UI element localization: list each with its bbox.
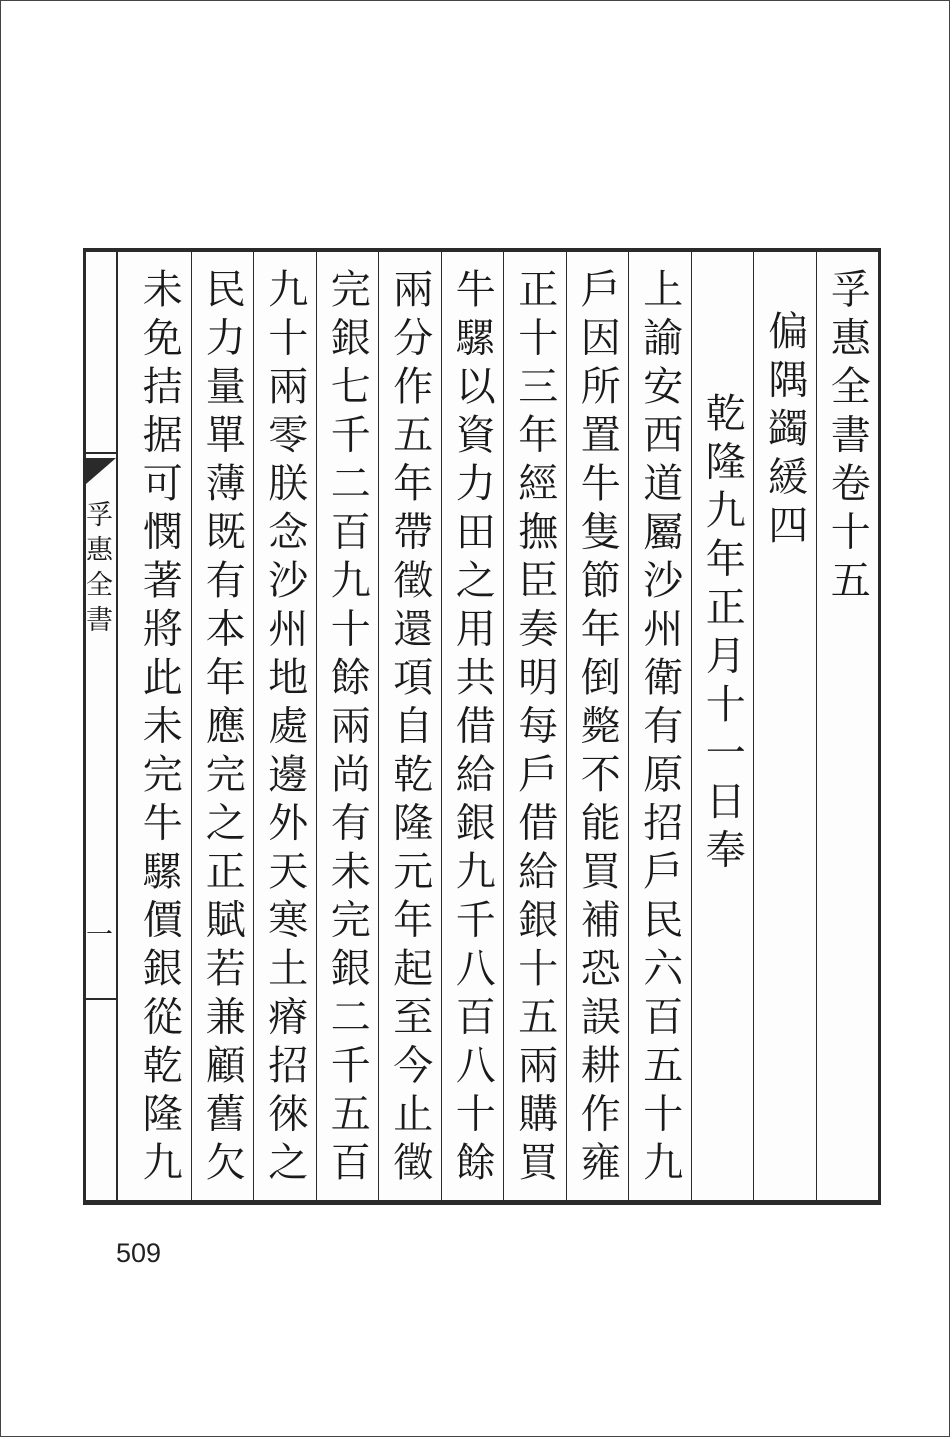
section-heading: 偏隅蠲緩四 (761, 310, 808, 553)
text-frame (83, 248, 881, 1205)
text-column (503, 252, 566, 1200)
column-text: 九十兩零朕念沙州地處邊外天寒土瘠招徠之 (261, 268, 308, 1190)
column-running-title (816, 252, 879, 1200)
column-text: 上諭安西道屬沙州衛有原招戶民六百五十九 (636, 268, 683, 1190)
column-text: 民力量單薄既有本年應完之正賦若兼顧舊欠 (199, 268, 246, 1190)
text-column (316, 252, 379, 1200)
text-column (191, 252, 254, 1200)
gutter-rule-top (86, 452, 116, 454)
column-text: 戶因所置牛隻節年倒斃不能買補恐誤耕作雍 (574, 268, 621, 1190)
gutter-rule-bottom (86, 998, 116, 1000)
column-text: 完銀七千二百九十餘兩尚有未完銀二千五百 (324, 268, 371, 1190)
text-column (628, 252, 691, 1200)
text-column (566, 252, 629, 1200)
edict-date: 乾隆九年正月十一日奉 (699, 392, 746, 877)
column-text: 未免拮据可憫著將此未完牛騾價銀從乾隆九 (136, 268, 183, 1190)
gutter-page-number: 一 (81, 920, 112, 947)
column-text: 牛騾以資力田之用共借給銀九千八百八十餘 (449, 268, 496, 1190)
column-text: 兩分作五年帶徵還項自乾隆元年起至今止徵 (386, 268, 433, 1190)
text-columns (118, 252, 878, 1200)
text-column (128, 252, 191, 1200)
gutter-title: 孚惠全書 (81, 500, 112, 640)
gutter (81, 252, 118, 1200)
text-column (378, 252, 441, 1200)
fish-tail-mark (86, 458, 116, 484)
column-date (691, 252, 754, 1200)
column-text: 正十三年經撫臣奏明每戶借給銀十五兩購買 (511, 268, 558, 1190)
column-heading (753, 252, 816, 1200)
page-number: 509 (116, 1238, 162, 1268)
text-column (441, 252, 504, 1200)
text-column (253, 252, 316, 1200)
running-title: 孚惠全書卷十五 (824, 268, 871, 608)
